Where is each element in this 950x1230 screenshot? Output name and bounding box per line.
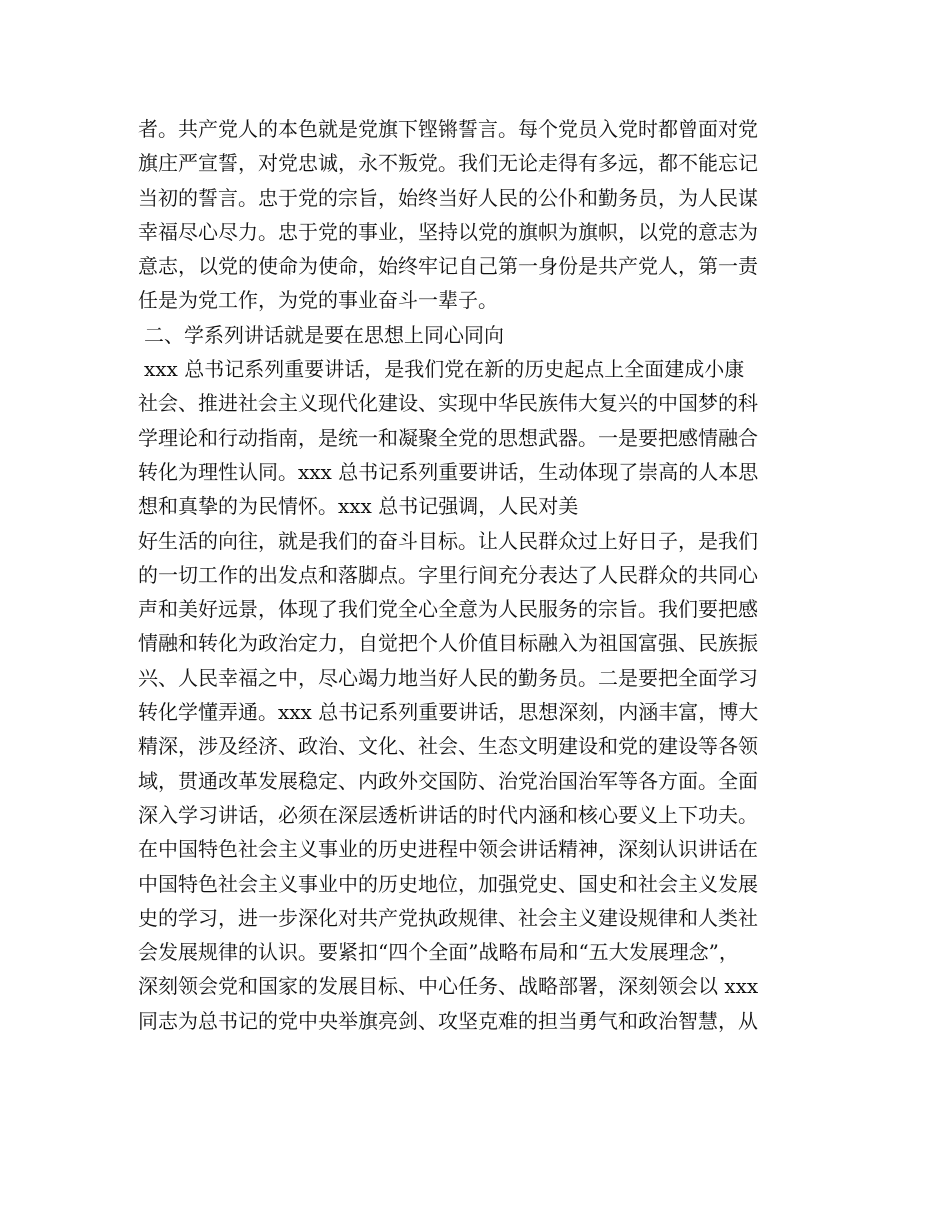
text-line: 任是为党工作，为党的事业奋斗一辈子。 [138, 288, 498, 313]
text-line: 意志，以党的使命为使命，始终牢记自己第一身份是共产党人，第一责 [138, 254, 758, 279]
text-line: 转化学懂弄通。xxx 总书记系列重要讲话，思想深刻，内涵丰富，博大 [138, 700, 759, 725]
text-line: 幸福尽心尽力。忠于党的事业，坚持以党的旗帜为旗帜，以党的意志为 [138, 219, 758, 244]
text-line: 当初的誓言。忠于党的宗旨，始终当好人民的公仆和勤务员，为人民谋 [138, 185, 758, 210]
section-heading: 二、学系列讲话就是要在思想上同心同向 [144, 322, 504, 347]
text-line: 情融和转化为政治定力，自觉把个人价值目标融入为祖国富强、民族振 [138, 631, 758, 656]
text-line: 想和真挚的为民情怀。xxx 总书记强调，人民对美 [138, 494, 579, 519]
text-line: 学理论和行动指南，是统一和凝聚全党的思想武器。一是要把感情融合 [138, 425, 758, 450]
text-line: 兴、人民幸福之中，尽心竭力地当好人民的勤务员。二是要把全面学习 [138, 665, 758, 690]
text-line: 转化为理性认同。xxx 总书记系列重要讲话，生动体现了崇高的人本思 [138, 459, 759, 484]
text-line: 会发展规律的认识。要紧扣“四个全面”战略布局和“五大发展理念”， [138, 940, 739, 965]
text-line: 深刻领会党和国家的发展目标、中心任务、战略部署，深刻领会以 xxx [138, 974, 759, 999]
text-line: 的一切工作的出发点和落脚点。字里行间充分表达了人民群众的共同心 [138, 562, 758, 587]
text-line: 旗庄严宣誓，对党忠诚，永不叛党。我们无论走得有多远，都不能忘记 [138, 151, 758, 176]
body-text [138, 112, 828, 1038]
text-line: 者。共产党人的本色就是党旗下铿锵誓言。每个党员入党时都曾面对党 [138, 117, 758, 141]
text-line: 在中国特色社会主义事业的历史进程中领会讲话精神，深刻认识讲话在 [138, 837, 758, 862]
text-line: 社会、推进社会主义现代化建设、实现中华民族伟大复兴的中国梦的科 [138, 391, 758, 416]
text-line: 同志为总书记的党中央举旗亮剑、攻坚克难的担当勇气和政治智慧，从 [138, 1008, 758, 1033]
text-line: 史的学习，进一步深化对共产党执政规律、社会主义建设规律和人类社 [138, 905, 758, 930]
text-line: 域，贯通改革发展稳定、内政外交国防、治党治国治军等各方面。全面 [138, 768, 758, 793]
text-line: xxx 总书记系列重要讲话，是我们党在新的历史起点上全面建成小康 [144, 357, 745, 382]
text-line: 中国特色社会主义事业中的历史地位，加强党史、国史和社会主义发展 [138, 871, 758, 896]
text-line: 精深，涉及经济、政治、文化、社会、生态文明建设和党的建设等各领 [138, 734, 758, 759]
text-line: 好生活的向往，就是我们的奋斗目标。让人民群众过上好日子，是我们 [138, 528, 758, 553]
text-line: 声和美好远景，体现了我们党全心全意为人民服务的宗旨。我们要把感 [138, 597, 758, 622]
text-line: 深入学习讲话，必须在深层透析讲话的时代内涵和核心要义上下功夫。 [138, 802, 758, 827]
